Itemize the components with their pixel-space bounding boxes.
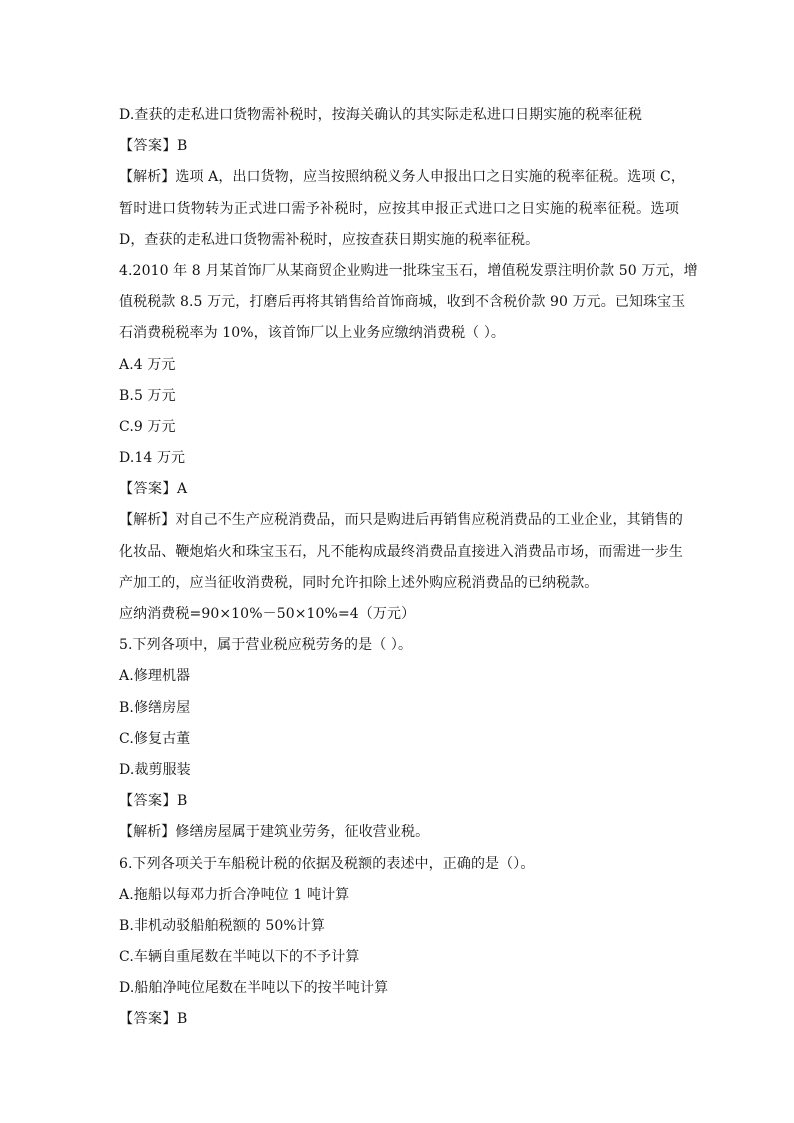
question-line: 6.下列各项关于车船税计税的依据及税额的表述中，正确的是（）。 [119, 855, 535, 872]
answer-line: 【答案】A [119, 481, 188, 498]
question-line: 4.2010 年 8 月某首饰厂从某商贸企业购进一批珠宝玉石，增值税发票注明价款 50 万元，增 [119, 262, 698, 279]
explanation-line: 【解析】修缮房屋属于建筑业劳务，征收营业税。 [119, 824, 430, 841]
explanation-line: 【解析】对自己不生产应税消费品，而只是购进后再销售应税消费品的工业企业，其销售的 [119, 512, 683, 529]
explanation-line: 化妆品、鞭炮焰火和珠宝玉石，凡不能构成最终消费品直接进入消费品市场，而需进一步生 [119, 543, 683, 560]
option-line: D.船舶净吨位尾数在半吨以下的按半吨计算 [119, 980, 389, 997]
option-line: A.修理机器 [119, 668, 191, 685]
formula-line: 应纳消费税=90×10%－50×10%=4（万元） [119, 606, 416, 622]
question-line: 值税税款 8.5 万元，打磨后再将其销售给首饰商城，收到不含税价款 90 万元。已知珠宝玉 [119, 294, 686, 311]
option-line: C.9 万元 [119, 418, 176, 435]
explanation-line: 暂时进口货物转为正式进口需予补税时，应按其申报正式进口之日实施的税率征税。选项 [119, 200, 679, 217]
answer-line: 【答案】B [119, 1011, 188, 1028]
document-body [119, 100, 698, 1036]
explanation-line: 【解析】选项 A，出口货物，应当按照纳税义务人申报出口之日实施的税率征税。选项 C， [119, 169, 685, 186]
option-line: C.修复古董 [119, 730, 191, 747]
answer-line: 【答案】B [119, 138, 188, 155]
option-line: B.5 万元 [119, 387, 176, 404]
option-line: C.车辆自重尾数在半吨以下的不予计算 [119, 949, 360, 966]
question-line: 石消费税税率为 10%，该首饰厂以上业务应缴纳消费税（ ）。 [119, 325, 506, 342]
explanation-line: 产加工的，应当征收消费税，同时允许扣除上述外购应税消费品的已纳税款。 [119, 574, 599, 591]
question-line: 5.下列各项中，属于营业税应税劳务的是（ ）。 [119, 637, 413, 654]
explanation-line: D，查获的走私进口货物需补税时，应按查获日期实施的税率征税。 [119, 231, 540, 248]
option-line: A.拖船以每邓力折合净吨位 1 吨计算 [119, 886, 350, 903]
option-line: D.14 万元 [119, 450, 186, 467]
option-line: A.4 万元 [119, 356, 176, 373]
option-line: B.修缮房屋 [119, 699, 191, 716]
answer-line: 【答案】B [119, 793, 188, 810]
option-d-line: D.查获的走私进口货物需补税时，按海关确认的其实际走私进口日期实施的税率征税 [119, 107, 642, 123]
option-line: B.非机动驳船舶税额的 50%计算 [119, 917, 326, 934]
option-line: D.裁剪服装 [119, 761, 191, 778]
